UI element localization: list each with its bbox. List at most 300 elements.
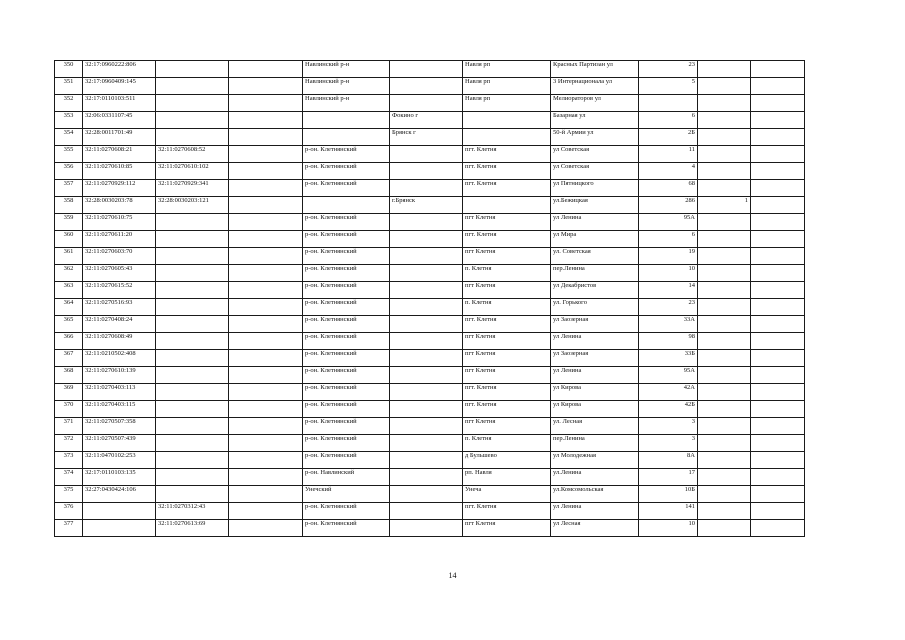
table-row bbox=[55, 231, 805, 248]
house-cell: 11 bbox=[639, 146, 698, 163]
empty-cell bbox=[229, 520, 303, 537]
city-cell bbox=[390, 231, 463, 248]
empty-cell bbox=[229, 95, 303, 112]
flag-cell bbox=[698, 316, 751, 333]
row-number-cell: 358 bbox=[55, 197, 83, 214]
empty-cell bbox=[751, 367, 805, 384]
row-number-cell: 370 bbox=[55, 401, 83, 418]
cadastral-number-2-cell bbox=[156, 486, 229, 503]
row-number-cell: 353 bbox=[55, 112, 83, 129]
row-number-cell: 375 bbox=[55, 486, 83, 503]
district-cell bbox=[303, 197, 390, 214]
district-cell: р-он. Клетнянский bbox=[303, 418, 390, 435]
row-number-cell: 373 bbox=[55, 452, 83, 469]
street-cell: ул.Бежицкая bbox=[551, 197, 639, 214]
flag-cell bbox=[698, 231, 751, 248]
flag-cell bbox=[698, 452, 751, 469]
street-cell: ул Молодежная bbox=[551, 452, 639, 469]
flag-cell bbox=[698, 265, 751, 282]
street-cell: ул Лесная bbox=[551, 520, 639, 537]
house-cell: 23 bbox=[639, 61, 698, 78]
street-cell: ул. Горького bbox=[551, 299, 639, 316]
empty-cell bbox=[751, 163, 805, 180]
settlement-cell: пгт. Клетня bbox=[463, 180, 551, 197]
city-cell bbox=[390, 95, 463, 112]
house-cell: 19 bbox=[639, 248, 698, 265]
row-number-cell: 350 bbox=[55, 61, 83, 78]
settlement-cell: п. Клетня bbox=[463, 299, 551, 316]
city-cell bbox=[390, 265, 463, 282]
city-cell: Брянск г bbox=[390, 129, 463, 146]
cadastral-number-2-cell bbox=[156, 129, 229, 146]
cadastral-number-cell: 32:17:0110103:511 bbox=[83, 95, 156, 112]
empty-cell bbox=[229, 486, 303, 503]
flag-cell bbox=[698, 367, 751, 384]
empty-cell bbox=[229, 248, 303, 265]
street-cell: ул Заозерная bbox=[551, 350, 639, 367]
cadastral-number-cell: 32:28:0011701:49 bbox=[83, 129, 156, 146]
flag-cell bbox=[698, 95, 751, 112]
empty-cell bbox=[229, 265, 303, 282]
cadastral-number-2-cell bbox=[156, 384, 229, 401]
cadastral-number-2-cell bbox=[156, 214, 229, 231]
district-cell: р-он. Клетнянский bbox=[303, 180, 390, 197]
cadastral-number-cell: 32:11:0270603:70 bbox=[83, 248, 156, 265]
empty-cell bbox=[751, 265, 805, 282]
empty-cell bbox=[229, 367, 303, 384]
cadastral-number-2-cell: 32:11:0270929:341 bbox=[156, 180, 229, 197]
cadastral-number-cell: 32:11:0470102:253 bbox=[83, 452, 156, 469]
street-cell: ул. Лесная bbox=[551, 418, 639, 435]
page-number: 14 bbox=[448, 571, 457, 580]
street-cell: ул. Советская bbox=[551, 248, 639, 265]
settlement-cell: Навля рп bbox=[463, 95, 551, 112]
district-cell: р-он. Клетнянский bbox=[303, 265, 390, 282]
cadastral-number-cell bbox=[83, 503, 156, 520]
settlement-cell: пгт. Клетня bbox=[463, 231, 551, 248]
district-cell bbox=[303, 112, 390, 129]
settlement-cell: пгт. Клетня bbox=[463, 503, 551, 520]
flag-cell bbox=[698, 299, 751, 316]
house-cell: 10 bbox=[639, 520, 698, 537]
empty-cell bbox=[229, 299, 303, 316]
row-number-cell: 359 bbox=[55, 214, 83, 231]
house-cell: 5 bbox=[639, 78, 698, 95]
settlement-cell bbox=[463, 197, 551, 214]
row-number-cell: 372 bbox=[55, 435, 83, 452]
empty-cell bbox=[229, 452, 303, 469]
empty-cell bbox=[229, 333, 303, 350]
city-cell bbox=[390, 452, 463, 469]
cadastral-number-2-cell bbox=[156, 418, 229, 435]
settlement-cell bbox=[463, 129, 551, 146]
cadastral-number-cell: 32:11:0270403:115 bbox=[83, 401, 156, 418]
cadastral-number-cell: 32:11:0270403:113 bbox=[83, 384, 156, 401]
flag-cell bbox=[698, 180, 751, 197]
settlement-cell: Навля рп bbox=[463, 78, 551, 95]
street-cell: 3 Интернационала ул bbox=[551, 78, 639, 95]
flag-cell bbox=[698, 469, 751, 486]
table-row bbox=[55, 95, 805, 112]
row-number-cell: 352 bbox=[55, 95, 83, 112]
city-cell bbox=[390, 486, 463, 503]
cadastral-number-2-cell bbox=[156, 265, 229, 282]
district-cell: р-он. Клетнянский bbox=[303, 163, 390, 180]
district-cell: р-он. Клетнянский bbox=[303, 214, 390, 231]
city-cell bbox=[390, 316, 463, 333]
settlement-cell: пгт Клетня bbox=[463, 333, 551, 350]
flag-cell bbox=[698, 435, 751, 452]
empty-cell bbox=[751, 503, 805, 520]
row-number-cell: 369 bbox=[55, 384, 83, 401]
row-number-cell: 367 bbox=[55, 350, 83, 367]
district-cell: р-он. Клетнянский bbox=[303, 503, 390, 520]
flag-cell bbox=[698, 163, 751, 180]
settlement-cell: пгт Клетня bbox=[463, 248, 551, 265]
table-row bbox=[55, 78, 805, 95]
registry-table bbox=[54, 60, 805, 537]
row-number-cell: 363 bbox=[55, 282, 83, 299]
district-cell: Навлинский р-н bbox=[303, 95, 390, 112]
settlement-cell: пгт. Клетня bbox=[463, 384, 551, 401]
cadastral-number-cell: 32:11:0270507:358 bbox=[83, 418, 156, 435]
flag-cell bbox=[698, 350, 751, 367]
district-cell: р-он. Навлинский bbox=[303, 469, 390, 486]
settlement-cell: пгт. Клетня bbox=[463, 146, 551, 163]
empty-cell bbox=[751, 520, 805, 537]
empty-cell bbox=[229, 418, 303, 435]
city-cell bbox=[390, 146, 463, 163]
row-number-cell: 362 bbox=[55, 265, 83, 282]
house-cell: 95А bbox=[639, 367, 698, 384]
settlement-cell: пгт Клетня bbox=[463, 418, 551, 435]
flag-cell bbox=[698, 520, 751, 537]
city-cell bbox=[390, 163, 463, 180]
table-row bbox=[55, 197, 805, 214]
house-cell: 17 bbox=[639, 469, 698, 486]
empty-cell bbox=[751, 146, 805, 163]
street-cell: ул Мира bbox=[551, 231, 639, 248]
city-cell bbox=[390, 61, 463, 78]
cadastral-number-2-cell: 32:11:0270613:69 bbox=[156, 520, 229, 537]
table-row bbox=[55, 486, 805, 503]
empty-cell bbox=[229, 435, 303, 452]
empty-cell bbox=[229, 503, 303, 520]
cadastral-number-cell: 32:11:0270610:75 bbox=[83, 214, 156, 231]
table-row bbox=[55, 503, 805, 520]
row-number-cell: 368 bbox=[55, 367, 83, 384]
row-number-cell: 356 bbox=[55, 163, 83, 180]
house-cell: 98 bbox=[639, 333, 698, 350]
district-cell: р-он. Клетнянский bbox=[303, 520, 390, 537]
street-cell: ул Кирова bbox=[551, 384, 639, 401]
house-cell: 4 bbox=[639, 163, 698, 180]
city-cell bbox=[390, 78, 463, 95]
settlement-cell: рп. Навля bbox=[463, 469, 551, 486]
cadastral-number-2-cell: 32:28:0030203:121 bbox=[156, 197, 229, 214]
cadastral-number-cell: 32:11:0270516:93 bbox=[83, 299, 156, 316]
district-cell: р-он. Клетнянский bbox=[303, 333, 390, 350]
city-cell bbox=[390, 350, 463, 367]
table-row bbox=[55, 112, 805, 129]
empty-cell bbox=[751, 282, 805, 299]
empty-cell bbox=[751, 435, 805, 452]
table-row bbox=[55, 367, 805, 384]
cadastral-number-cell: 32:27:0430424:106 bbox=[83, 486, 156, 503]
table-row bbox=[55, 316, 805, 333]
table-row bbox=[55, 163, 805, 180]
district-cell: р-он. Клетнянский bbox=[303, 435, 390, 452]
table-row bbox=[55, 384, 805, 401]
empty-cell bbox=[751, 95, 805, 112]
district-cell: р-он. Клетнянский bbox=[303, 367, 390, 384]
district-cell: р-он. Клетнянский bbox=[303, 384, 390, 401]
city-cell bbox=[390, 367, 463, 384]
house-cell: 10 bbox=[639, 265, 698, 282]
empty-cell bbox=[229, 401, 303, 418]
cadastral-number-2-cell bbox=[156, 299, 229, 316]
cadastral-number-cell: 32:11:0270929:112 bbox=[83, 180, 156, 197]
settlement-cell: пгт Клетня bbox=[463, 367, 551, 384]
row-number-cell: 376 bbox=[55, 503, 83, 520]
flag-cell bbox=[698, 503, 751, 520]
flag-cell bbox=[698, 112, 751, 129]
cadastral-number-cell: 32:11:0270615:52 bbox=[83, 282, 156, 299]
empty-cell bbox=[751, 384, 805, 401]
cadastral-number-cell: 32:11:0270605:43 bbox=[83, 265, 156, 282]
table-row bbox=[55, 418, 805, 435]
settlement-cell: п. Клетня bbox=[463, 265, 551, 282]
house-cell: 10Б bbox=[639, 486, 698, 503]
table-row bbox=[55, 452, 805, 469]
table-row bbox=[55, 146, 805, 163]
empty-cell bbox=[229, 163, 303, 180]
city-cell: Фокино г bbox=[390, 112, 463, 129]
empty-cell bbox=[751, 61, 805, 78]
cadastral-number-2-cell bbox=[156, 350, 229, 367]
house-cell: 2Б bbox=[639, 129, 698, 146]
cadastral-number-2-cell bbox=[156, 112, 229, 129]
city-cell bbox=[390, 180, 463, 197]
settlement-cell: пгт Клетня bbox=[463, 214, 551, 231]
cadastral-number-cell: 32:11:0270610:85 bbox=[83, 163, 156, 180]
table-row bbox=[55, 401, 805, 418]
house-cell: 286 bbox=[639, 197, 698, 214]
empty-cell bbox=[751, 486, 805, 503]
settlement-cell bbox=[463, 112, 551, 129]
cadastral-number-cell: 32:17:0960222:806 bbox=[83, 61, 156, 78]
flag-cell bbox=[698, 146, 751, 163]
flag-cell bbox=[698, 333, 751, 350]
table-row bbox=[55, 282, 805, 299]
settlement-cell: пгт. Клетня bbox=[463, 163, 551, 180]
empty-cell bbox=[751, 333, 805, 350]
district-cell: Навлинский р-н bbox=[303, 61, 390, 78]
empty-cell bbox=[751, 418, 805, 435]
street-cell: ул.Ленина bbox=[551, 469, 639, 486]
house-cell: 3 bbox=[639, 418, 698, 435]
empty-cell bbox=[751, 78, 805, 95]
street-cell: ул Кирова bbox=[551, 401, 639, 418]
street-cell: ул Ленина bbox=[551, 503, 639, 520]
street-cell: пер.Ленина bbox=[551, 265, 639, 282]
city-cell bbox=[390, 503, 463, 520]
cadastral-number-2-cell bbox=[156, 282, 229, 299]
district-cell: р-он. Клетнянский bbox=[303, 316, 390, 333]
city-cell bbox=[390, 520, 463, 537]
street-cell: ул Декабристов bbox=[551, 282, 639, 299]
city-cell bbox=[390, 384, 463, 401]
table-row bbox=[55, 520, 805, 537]
cadastral-number-2-cell bbox=[156, 231, 229, 248]
flag-cell bbox=[698, 78, 751, 95]
cadastral-number-2-cell: 32:11:0270610:102 bbox=[156, 163, 229, 180]
row-number-cell: 371 bbox=[55, 418, 83, 435]
cadastral-number-2-cell bbox=[156, 333, 229, 350]
empty-cell bbox=[751, 214, 805, 231]
cadastral-number-2-cell: 32:11:0270312:43 bbox=[156, 503, 229, 520]
row-number-cell: 361 bbox=[55, 248, 83, 265]
table-row bbox=[55, 350, 805, 367]
empty-cell bbox=[229, 316, 303, 333]
row-number-cell: 366 bbox=[55, 333, 83, 350]
house-cell: 33Б bbox=[639, 350, 698, 367]
table-row bbox=[55, 61, 805, 78]
cadastral-number-cell: 32:11:0270608:21 bbox=[83, 146, 156, 163]
district-cell: р-он. Клетнянский bbox=[303, 401, 390, 418]
settlement-cell: пгт Клетня bbox=[463, 282, 551, 299]
table-row bbox=[55, 435, 805, 452]
empty-cell bbox=[751, 129, 805, 146]
cadastral-number-2-cell bbox=[156, 316, 229, 333]
city-cell bbox=[390, 282, 463, 299]
empty-cell bbox=[751, 197, 805, 214]
empty-cell bbox=[229, 469, 303, 486]
settlement-cell: пгт Клетня bbox=[463, 520, 551, 537]
district-cell: р-он. Клетнянский bbox=[303, 248, 390, 265]
flag-cell bbox=[698, 248, 751, 265]
table-row bbox=[55, 469, 805, 486]
street-cell: пер.Ленина bbox=[551, 435, 639, 452]
empty-cell bbox=[229, 180, 303, 197]
table-row bbox=[55, 180, 805, 197]
row-number-cell: 351 bbox=[55, 78, 83, 95]
empty-cell bbox=[751, 350, 805, 367]
row-number-cell: 360 bbox=[55, 231, 83, 248]
settlement-cell: пгт. Клетня bbox=[463, 401, 551, 418]
empty-cell bbox=[229, 350, 303, 367]
city-cell bbox=[390, 248, 463, 265]
cadastral-number-cell: 32:17:0960409:145 bbox=[83, 78, 156, 95]
cadastral-number-2-cell: 32:11:0270608:52 bbox=[156, 146, 229, 163]
flag-cell bbox=[698, 282, 751, 299]
street-cell: ул Советская bbox=[551, 146, 639, 163]
flag-cell: 1 bbox=[698, 197, 751, 214]
city-cell bbox=[390, 214, 463, 231]
street-cell: 50-й Армии ул bbox=[551, 129, 639, 146]
district-cell: р-он. Клетнянский bbox=[303, 282, 390, 299]
house-cell: 3 bbox=[639, 435, 698, 452]
cadastral-number-cell: 32:11:0210502:408 bbox=[83, 350, 156, 367]
settlement-cell: д Бульшево bbox=[463, 452, 551, 469]
house-cell: 95А bbox=[639, 214, 698, 231]
empty-cell bbox=[229, 112, 303, 129]
district-cell: Навлинский р-н bbox=[303, 78, 390, 95]
empty-cell bbox=[751, 299, 805, 316]
district-cell: р-он. Клетнянский bbox=[303, 299, 390, 316]
settlement-cell: п. Клетня bbox=[463, 435, 551, 452]
city-cell bbox=[390, 469, 463, 486]
empty-cell bbox=[229, 61, 303, 78]
settlement-cell: Унеча bbox=[463, 486, 551, 503]
empty-cell bbox=[229, 146, 303, 163]
street-cell: Мелиораторов ул bbox=[551, 95, 639, 112]
city-cell bbox=[390, 333, 463, 350]
street-cell: ул Пятницкого bbox=[551, 180, 639, 197]
house-cell: 33А bbox=[639, 316, 698, 333]
street-cell: ул.Комсомольская bbox=[551, 486, 639, 503]
district-cell: р-он. Клетнянский bbox=[303, 146, 390, 163]
street-cell: ул Советская bbox=[551, 163, 639, 180]
city-cell bbox=[390, 401, 463, 418]
row-number-cell: 374 bbox=[55, 469, 83, 486]
city-cell bbox=[390, 435, 463, 452]
district-cell: р-он. Клетнянский bbox=[303, 452, 390, 469]
district-cell: р-он. Клетнянский bbox=[303, 350, 390, 367]
empty-cell bbox=[229, 214, 303, 231]
empty-cell bbox=[229, 129, 303, 146]
settlement-cell: пгт Клетня bbox=[463, 350, 551, 367]
cadastral-number-2-cell bbox=[156, 401, 229, 418]
city-cell bbox=[390, 299, 463, 316]
table-row bbox=[55, 129, 805, 146]
row-number-cell: 377 bbox=[55, 520, 83, 537]
empty-cell bbox=[751, 401, 805, 418]
cadastral-number-cell: 32:17:0110103:135 bbox=[83, 469, 156, 486]
table-row bbox=[55, 248, 805, 265]
cadastral-number-2-cell bbox=[156, 367, 229, 384]
table-row bbox=[55, 265, 805, 282]
street-cell: ул Ленина bbox=[551, 214, 639, 231]
cadastral-number-2-cell bbox=[156, 452, 229, 469]
house-cell: 8А bbox=[639, 452, 698, 469]
settlement-cell: пгт. Клетня bbox=[463, 316, 551, 333]
city-cell bbox=[390, 418, 463, 435]
house-cell: 68 bbox=[639, 180, 698, 197]
cadastral-number-2-cell bbox=[156, 95, 229, 112]
house-cell: 14 bbox=[639, 282, 698, 299]
flag-cell bbox=[698, 129, 751, 146]
empty-cell bbox=[751, 180, 805, 197]
district-cell: Унечский bbox=[303, 486, 390, 503]
flag-cell bbox=[698, 61, 751, 78]
house-cell: 23 bbox=[639, 299, 698, 316]
empty-cell bbox=[751, 316, 805, 333]
street-cell: ул Ленина bbox=[551, 367, 639, 384]
cadastral-number-2-cell bbox=[156, 435, 229, 452]
flag-cell bbox=[698, 214, 751, 231]
house-cell: 6 bbox=[639, 231, 698, 248]
empty-cell bbox=[229, 197, 303, 214]
cadastral-number-2-cell bbox=[156, 248, 229, 265]
cadastral-number-2-cell bbox=[156, 469, 229, 486]
registry-rows bbox=[55, 61, 805, 537]
cadastral-number-cell: 32:11:0270610:139 bbox=[83, 367, 156, 384]
house-cell bbox=[639, 95, 698, 112]
house-cell: 42А bbox=[639, 384, 698, 401]
empty-cell bbox=[229, 231, 303, 248]
empty-cell bbox=[751, 231, 805, 248]
